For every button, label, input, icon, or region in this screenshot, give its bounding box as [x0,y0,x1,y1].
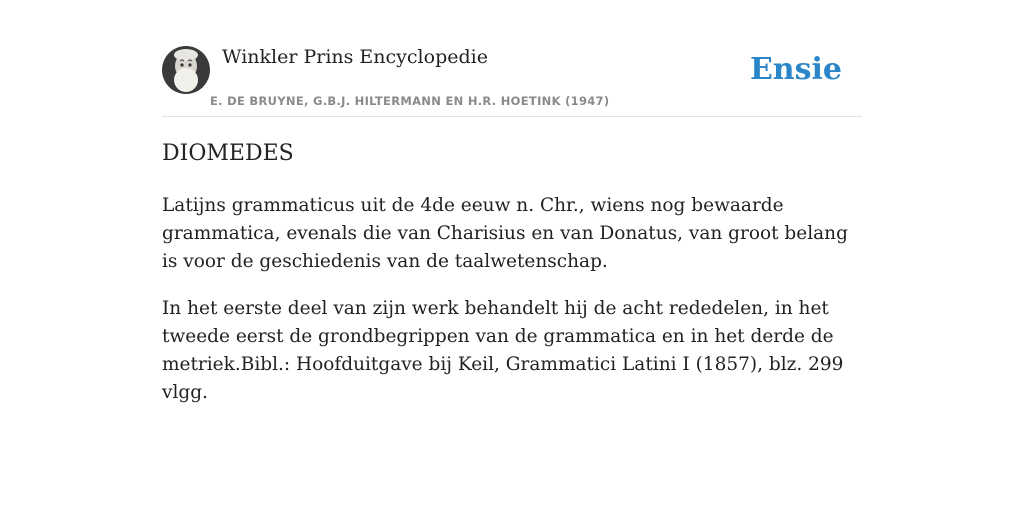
article-headword: DIOMEDES [162,141,294,166]
article-paragraph: In het eerste deel van zijn werk behandelt hij de acht rededelen, in het tweede eerst de grondbegrippen van de grammatica en in het derde de metriek.Bibl.: Hoofduitgave bij Keil, Grammatici Latini I (1857), blz. 299 vlgg. [162,298,844,403]
source-title[interactable]: Winkler Prins Encyclopedie [222,46,488,68]
source-avatar[interactable] [162,46,210,94]
portrait-photo-icon [162,46,210,94]
source-authors: E. DE BRUYNE, G.B.J. HILTERMANN EN H.R. HOETINK (1947) [210,94,610,108]
source-header [162,46,862,117]
ensie-logo-link[interactable]: Ensie [749,52,842,87]
article-paragraph: Latijns grammaticus uit de 4de eeuw n. Chr., wiens nog bewaarde grammatica, evenals die van Charisius en van Donatus, van groot belang is voor de geschiedenis van de taalwetenschap. [162,195,848,272]
